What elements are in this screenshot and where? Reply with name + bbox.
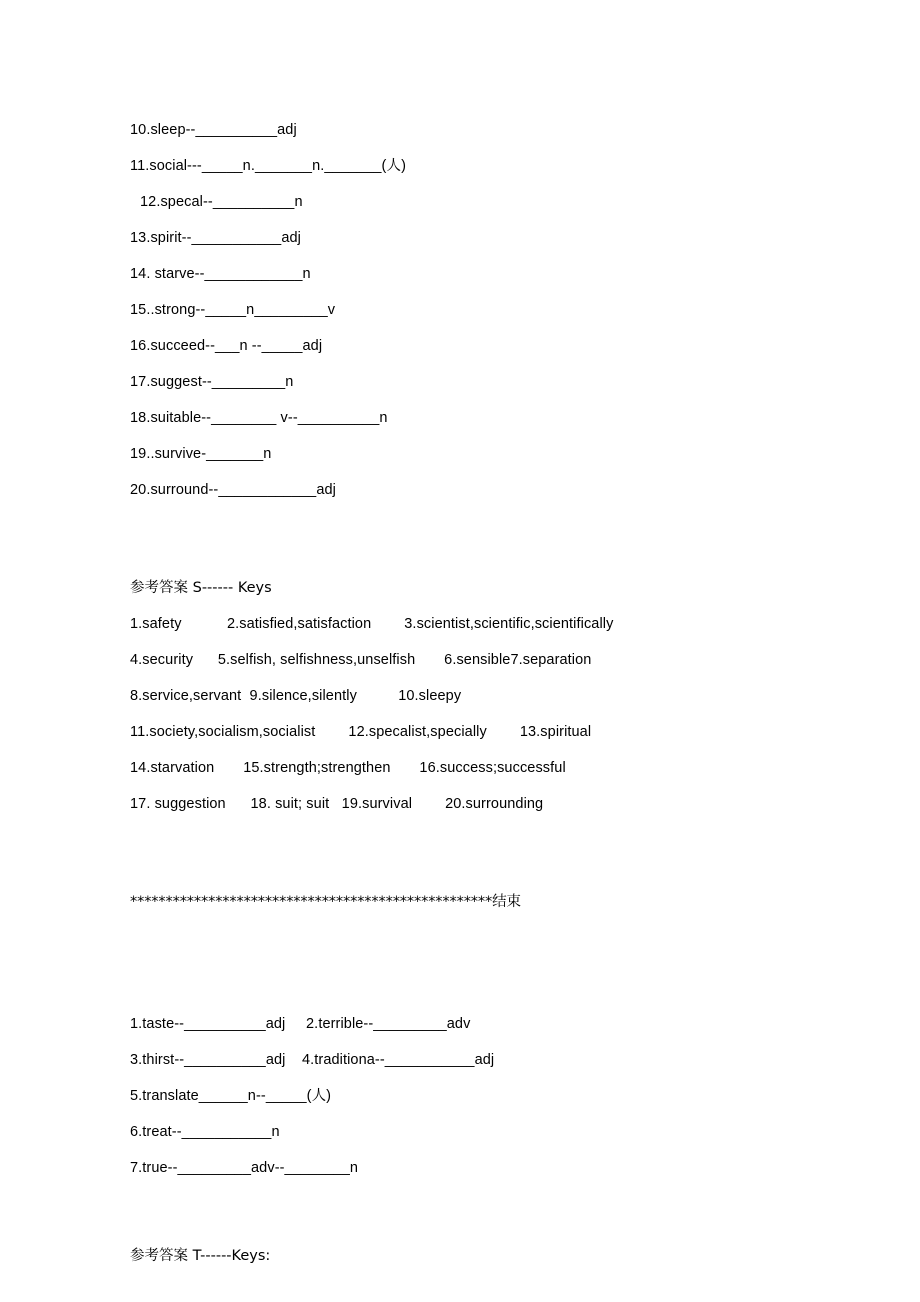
exercise-item: 1.taste--__________adj 2.terrible--_________adv [130,1016,471,1032]
answer-key-line: 11.society,socialism,socialist 12.specalist,specially 13.spiritual [130,724,592,740]
section-gap [130,1186,870,1238]
exercise-item: 18.suitable--________ v--__________n [130,410,388,426]
answer-key-s-heading: 参考答案 S------ Keys [130,580,272,596]
divider-end-label: 结束 [492,894,521,910]
answer-key-t-heading: 参考答案 T------Keys: [130,1248,271,1264]
exercise-item: 17.suggest--_________n [130,374,294,390]
asterisk-rule: *************************************************** [130,894,493,910]
exercise-item: 13.spirit--___________adj [130,230,301,246]
exercise-item: 6.treat--___________n [130,1124,280,1140]
answer-key-line: 1.safety 2.satisfied,satisfaction 3.scientist,scientific,scientifically [130,616,614,632]
answer-key-line: 14.starvation 15.strength;strengthen 16.success;successful [130,760,566,776]
section-gap [130,822,870,884]
section-divider [130,884,870,920]
exercise-item: 12.specal--__________n [140,194,303,210]
exercise-item: 7.true--_________adv--________n [130,1160,359,1176]
answer-key-line: 17. suggestion 18. suit; suit 19.survival 20.surrounding [130,796,544,812]
exercise-item: 19..survive-_______n [130,446,272,462]
answer-key-line: 8.service,servant 9.silence,silently 10.sleepy [130,688,462,704]
exercise-item: 10.sleep--__________adj [130,122,297,138]
exercise-item: 15..strong--_____n_________v [130,302,336,318]
section-gap [130,920,870,1006]
exercise-item: 3.thirst--__________adj 4.traditiona--___________adj [130,1052,495,1068]
exercise-item: 16.succeed--___n --_____adj [130,338,323,354]
exercise-item: 14. starve--____________n [130,266,311,282]
exercise-item: 11.social---_____n._______n._______(人) [130,158,407,174]
exercise-item: 5.translate______n--_____(人) [130,1088,332,1104]
section-gap [130,508,870,570]
answer-key-line: 4.security 5.selfish, selfishness,unselfish 6.sensible7.separation [130,652,592,668]
exercise-item: 20.surround--____________adj [130,482,336,498]
document-body [130,112,870,1274]
